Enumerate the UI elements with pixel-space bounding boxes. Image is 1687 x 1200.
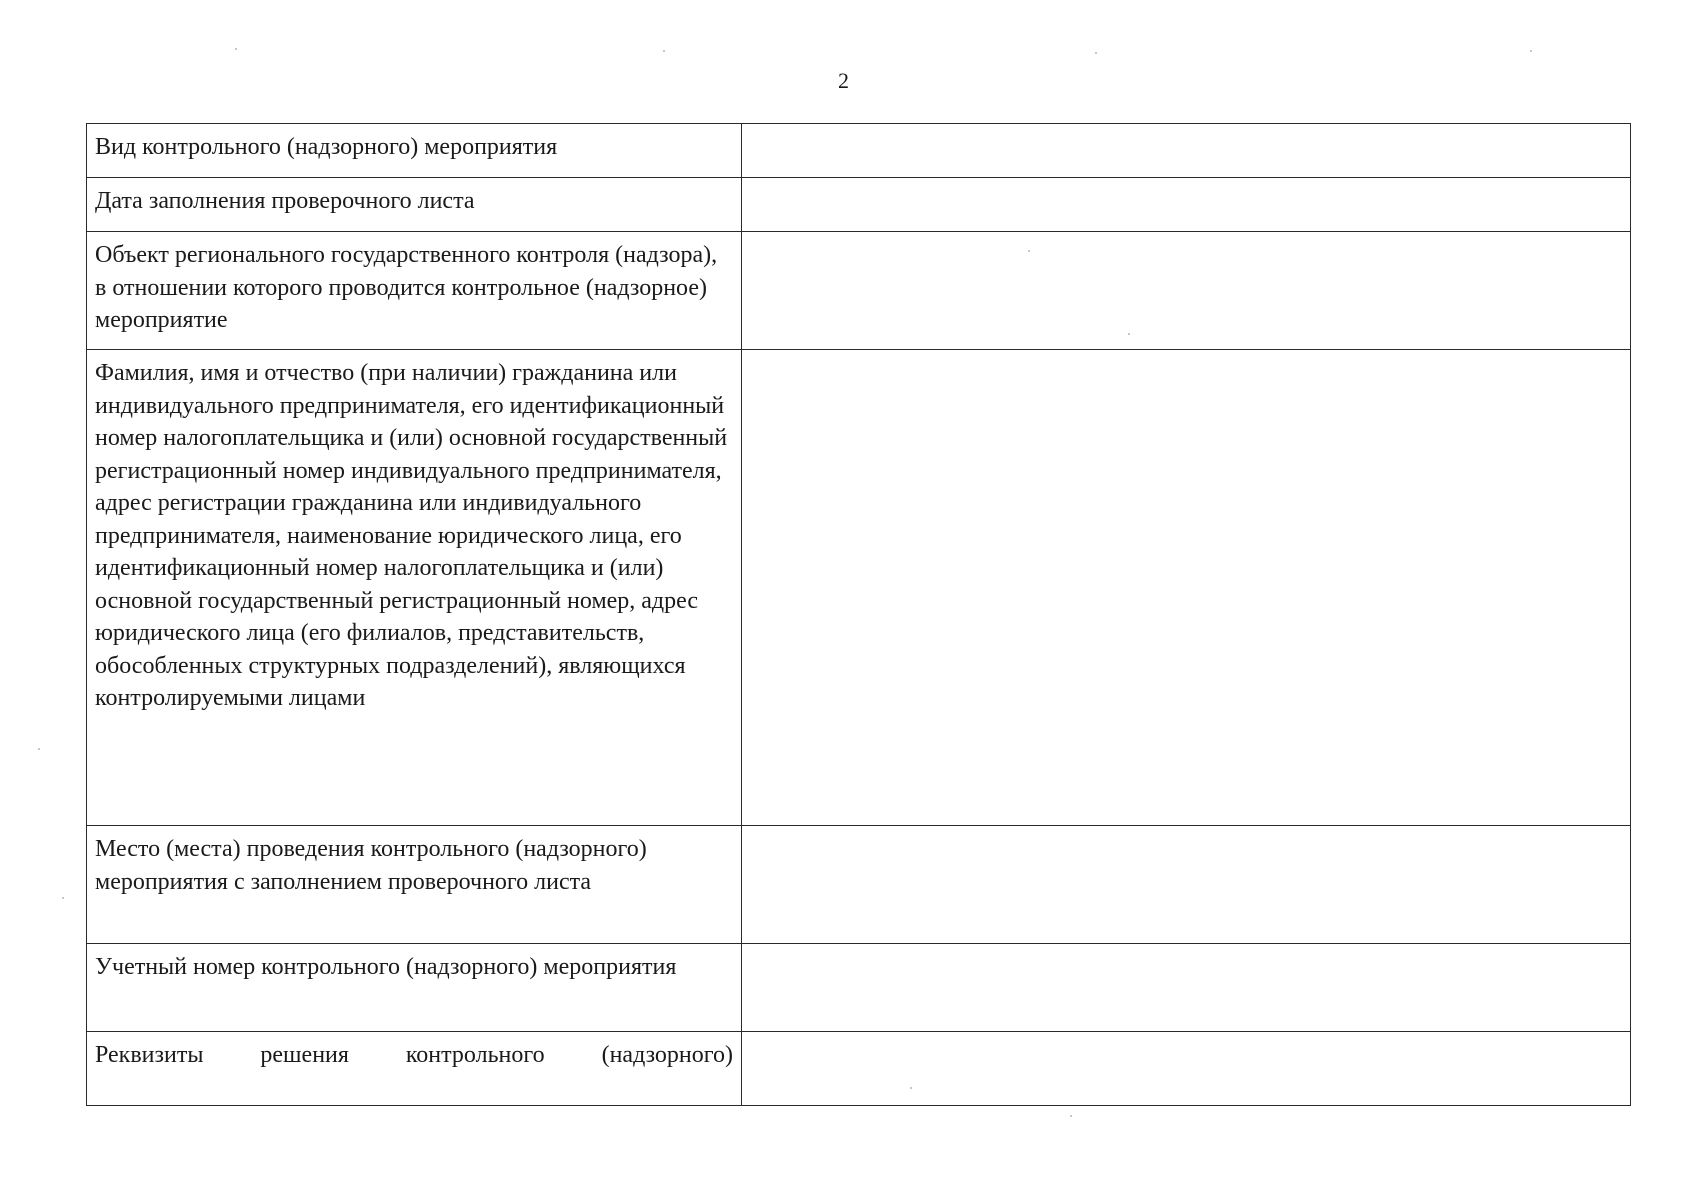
field-value-decision-details[interactable] — [742, 1032, 1631, 1106]
scan-speck — [38, 748, 40, 750]
field-label-registration-number: Учетный номер контрольного (надзорного) мероприятия — [87, 944, 742, 1032]
table-row — [87, 124, 1631, 178]
table-row — [87, 232, 1631, 350]
scan-speck — [1070, 1115, 1072, 1117]
field-value-controlled-person[interactable] — [742, 350, 1631, 826]
field-label-event-location: Место (места) проведения контрольного (надзорного) мероприятия с заполнением проверочного листа — [87, 826, 742, 944]
scan-speck — [910, 1087, 912, 1089]
field-value-registration-number[interactable] — [742, 944, 1631, 1032]
field-label-controlled-person: Фамилия, имя и отчество (при наличии) гражданина или индивидуального предпринимателя, его идентификационный номер налогоплательщика и (или) основной государственный регистрационный номер индивидуального предпринимателя, адрес регистрации гражданина или индивидуального предпринимателя, наименование юридического лица, его идентификационный номер налогоплательщика и (или) основной государственный регистрационный номер, адрес юридического лица (его филиалов, представительств, обособленных структурных подразделений), являющихся контролируемыми лицами — [87, 350, 742, 826]
scan-speck — [1530, 50, 1532, 52]
field-label-event-type: Вид контрольного (надзорного) мероприятия — [87, 124, 742, 178]
table-row — [87, 350, 1631, 826]
scan-speck — [1095, 52, 1097, 54]
checklist-form-table — [86, 123, 1631, 1106]
field-value-fill-date[interactable] — [742, 178, 1631, 232]
field-label-decision-details: Реквизиты решения контрольного (надзорного) — [87, 1032, 742, 1106]
field-label-control-object: Объект регионального государственного контроля (надзора), в отношении которого проводится контрольное (надзорное) мероприятие — [87, 232, 742, 350]
scan-speck — [1128, 333, 1130, 335]
field-value-control-object[interactable] — [742, 232, 1631, 350]
scan-speck — [663, 50, 665, 52]
scan-speck — [1028, 250, 1030, 252]
table-row — [87, 944, 1631, 1032]
table-row — [87, 1032, 1631, 1106]
scan-speck — [235, 48, 237, 50]
field-value-event-type[interactable] — [742, 124, 1631, 178]
field-value-event-location[interactable] — [742, 826, 1631, 944]
page-number: 2 — [838, 68, 849, 93]
scan-speck — [62, 897, 64, 899]
field-label-fill-date: Дата заполнения проверочного листа — [87, 178, 742, 232]
table-row — [87, 826, 1631, 944]
table-row — [87, 178, 1631, 232]
